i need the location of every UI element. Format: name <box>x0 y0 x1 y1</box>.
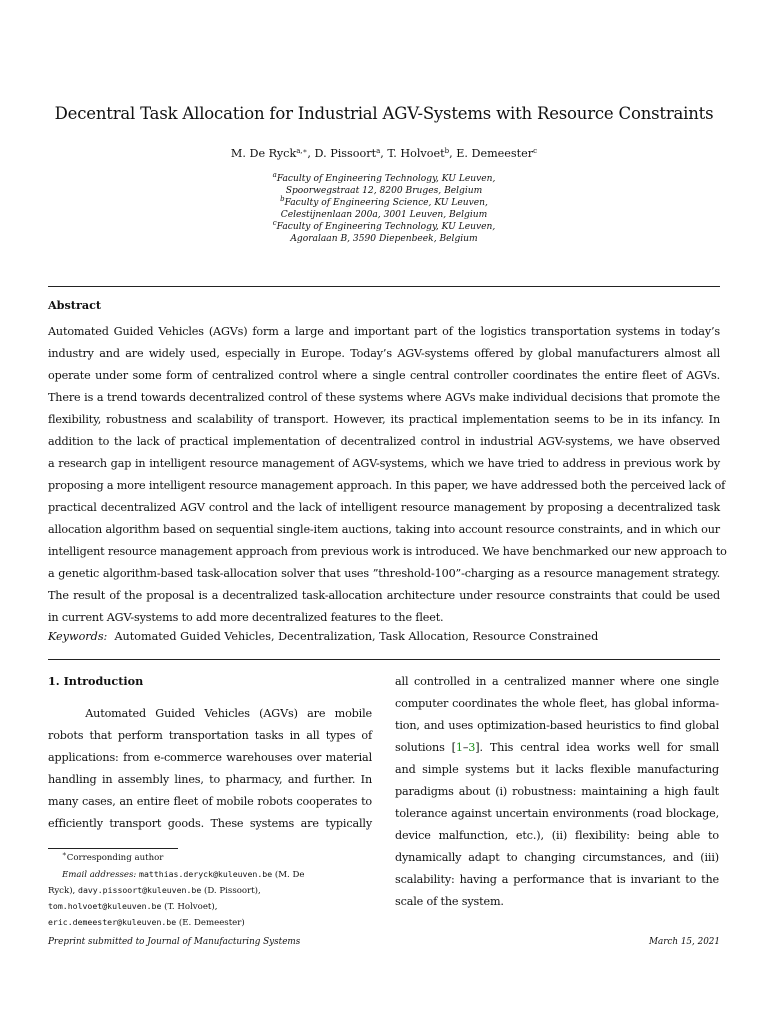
affiliation: $^b$Faculty of Engineering Science, KU Leuven, <box>280 194 488 208</box>
abstract-body <box>48 321 727 629</box>
paragraph-line: scale of the system. <box>395 895 504 908</box>
paragraph-line: many cases, an entire fleet of mobile robots cooperates to <box>48 795 372 808</box>
section-heading: 1. Introduction <box>48 674 144 688</box>
abstract-line: in current AGV-systems to add more decentralized features to the fleet. <box>48 611 444 624</box>
email-link[interactable]: matthias.deryck@kuleuven.be <box>139 869 273 879</box>
abstract-line: allocation algorithm based on sequential single-item auctions, taking into account resource constraints, and in which our <box>48 523 720 536</box>
abstract-line: flexibility, robustness and scalability of transport. However, its practical implementation seems to be in its infancy. In <box>48 413 720 426</box>
abstract-line: a genetic algorithm-based task-allocation solver that uses ”threshold-100”-charging as a resource management strategy. <box>48 567 720 580</box>
footnote-corresponding: ∗Corresponding author <box>62 850 164 863</box>
paper-title: Decentral Task Allocation for Industrial AGV-Systems with Resource Constraints <box>54 104 714 123</box>
author: E. Demeester$^c$ <box>456 147 538 160</box>
keywords-label: Keywords: <box>48 630 108 643</box>
footnote-email-line: Email addresses: matthias.deryck@kuleuven.be (M. De <box>62 869 305 880</box>
abstract-line: intelligent resource management approach from previous work is introduced. We have benchmarked our new approach to <box>48 545 727 558</box>
preprint-note: Preprint submitted to Journal of Manufacturing Systems <box>48 937 301 947</box>
paragraph-line: computer coordinates the whole fleet, has global informa- <box>395 697 719 710</box>
paragraph-line: efficiently transport goods. These systems are typically <box>48 817 372 830</box>
affiliation-address: Celestijnenlaan 200a, 3001 Leuven, Belgium <box>280 209 488 220</box>
affiliation: $^a$Faculty of Engineering Technology, KU Leuven, <box>272 171 496 184</box>
email-link[interactable]: tom.holvoet@kuleuven.be <box>48 901 162 911</box>
affiliation-address: Spoorwegstraat 12, 8200 Bruges, Belgium <box>285 185 483 196</box>
paragraph-line: paradigms about (i) robustness: maintaining a high fault <box>395 785 719 798</box>
footnote-email-line: tom.holvoet@kuleuven.be (T. Holvoet), <box>48 901 218 912</box>
paragraph-line: all controlled in a centralized manner where one single <box>395 675 719 688</box>
abstract-line: proposing a more intelligent resource management approach. In this paper, we have addressed both the perceived lack of <box>48 479 726 492</box>
abstract-bottom-rule <box>48 659 720 660</box>
paragraph-line: applications: from e-commerce warehouses over material <box>48 751 372 764</box>
intro-left-column <box>48 703 372 835</box>
footnote-email-line: eric.demeester@kuleuven.be (E. Demeester) <box>48 917 245 928</box>
abstract-line: practical decentralized AGV control and the lack of intelligent resource management by proposing a decentralized task <box>48 501 720 514</box>
affiliation-address: Agoralaan B, 3590 Diepenbeek, Belgium <box>290 233 478 244</box>
abstract-heading: Abstract <box>48 298 102 312</box>
paragraph-line: robots that perform transportation tasks in all types of <box>48 729 372 742</box>
footnote <box>48 850 372 930</box>
paragraph-line: solutions [1–3]. This central idea works well for small <box>395 741 719 754</box>
footnote-rule <box>48 848 178 849</box>
affiliation: $^c$Faculty of Engineering Technology, KU Leuven, <box>272 218 496 232</box>
author: M. De Ryck$^{a,∗}$, <box>230 147 315 160</box>
footnote-email-line: Ryck), davy.pissoort@kuleuven.be (D. Pissoort), <box>48 885 261 896</box>
paragraph-line: and simple systems but it lacks flexible manufacturing <box>395 763 719 776</box>
paragraph-line: handling in assembly lines, to pharmacy, and further. In <box>48 773 372 786</box>
abstract-line: There is a trend towards decentralized control of these systems where AGVs make individual decisions that promote the <box>48 391 720 404</box>
abstract-top-rule <box>48 286 720 287</box>
affiliations <box>40 171 728 245</box>
paragraph-line: dynamically adapt to changing circumstances, and (iii) <box>395 851 719 864</box>
paragraph-line: tolerance against uncertain environments (road blockage, <box>395 807 719 820</box>
abstract-line: a research gap in intelligent resource management of AGV-systems, which we have tried to address in previous work by <box>48 457 720 470</box>
paragraph-line: tion, and uses optimization-based heuristics to find global <box>395 719 719 732</box>
intro-right-column <box>395 671 719 913</box>
citation-link[interactable]: 3 <box>468 741 476 754</box>
keywords <box>48 630 598 643</box>
abstract-line: The result of the proposal is a decentralized task-allocation architecture under resource constraints that could be used <box>48 589 720 602</box>
abstract-line: operate under some form of centralized control where a single central controller coordinates the entire fleet of AGVs. <box>48 369 720 382</box>
abstract-line: Automated Guided Vehicles (AGVs) form a large and important part of the logistics transportation systems in today’s <box>48 325 720 338</box>
keywords-text: Automated Guided Vehicles, Decentralization, Task Allocation, Resource Constrained <box>114 630 599 643</box>
preprint-date: March 15, 2021 <box>648 937 720 947</box>
author: D. Pissoort$^a$, <box>314 147 388 160</box>
paragraph-line: scalability: having a performance that is invariant to the <box>395 873 719 886</box>
paragraph-line: device malfunction, etc.), (ii) flexibility: being able to <box>395 829 719 842</box>
citation-link[interactable]: 1 <box>455 741 463 754</box>
email-link[interactable]: davy.pissoort@kuleuven.be <box>78 885 202 895</box>
author-list <box>40 147 728 160</box>
paragraph-line: Automated Guided Vehicles (AGVs) are mobile <box>48 707 372 720</box>
abstract-line: industry and are widely used, especially in Europe. Today’s AGV-systems offered by global manufacturers almost all <box>48 347 720 360</box>
abstract-line: addition to the lack of practical implementation of decentralized control in industrial AGV-systems, we have observed <box>48 435 720 448</box>
email-link[interactable]: eric.demeester@kuleuven.be <box>48 917 177 927</box>
author: T. Holvoet$^b$, <box>387 147 457 160</box>
